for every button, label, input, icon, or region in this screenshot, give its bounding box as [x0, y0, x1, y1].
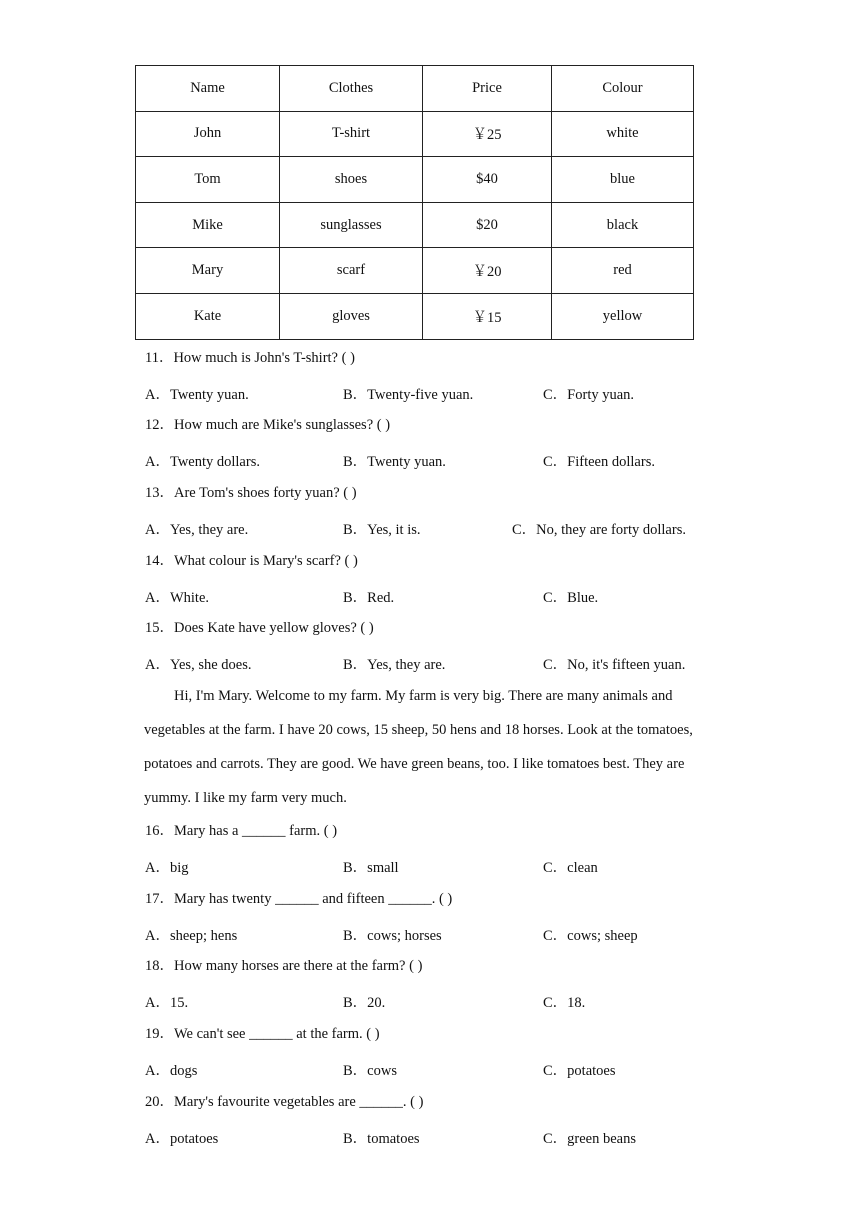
option-11-c[interactable]: C．Forty yuan. — [543, 387, 635, 403]
table-cell: sunglasses — [280, 202, 423, 248]
option-12-b[interactable]: B．Twenty yuan. — [343, 454, 446, 470]
option-20-c[interactable]: C．green beans — [543, 1131, 637, 1147]
option-16-a[interactable]: A．big — [145, 860, 189, 876]
table-header-cell: Price — [423, 66, 552, 112]
option-15-b[interactable]: B．Yes, they are. — [343, 657, 446, 673]
passage-line: vegetables at the farm. I have 20 cows, 15 sheep, 50 hens and 18 horses. Look at the tomatoes, — [144, 722, 693, 738]
question-15: 15．Does Kate have yellow gloves? ( ) — [145, 620, 374, 636]
table-cell: red — [552, 248, 694, 294]
passage-line: yummy. I like my farm very much. — [144, 790, 347, 806]
option-19-a[interactable]: A．dogs — [145, 1063, 198, 1079]
option-20-a[interactable]: A．potatoes — [145, 1131, 219, 1147]
option-15-c[interactable]: C．No, it's fifteen yuan. — [543, 657, 686, 673]
table-cell: ￥15 — [423, 293, 552, 339]
clothes-price-table — [135, 65, 694, 340]
option-14-b[interactable]: B．Red. — [343, 590, 395, 606]
table-cell: John — [136, 111, 280, 157]
table-header-cell: Clothes — [280, 66, 423, 112]
table-cell: Mary — [136, 248, 280, 294]
option-14-c[interactable]: C．Blue. — [543, 590, 599, 606]
table-row — [136, 111, 694, 157]
option-11-b[interactable]: B．Twenty-five yuan. — [343, 387, 474, 403]
question-20: 20．Mary's favourite vegetables are ______. ( ) — [145, 1094, 424, 1110]
table-cell: gloves — [280, 293, 423, 339]
table-cell: T-shirt — [280, 111, 423, 157]
table-cell: $20 — [423, 202, 552, 248]
option-19-c[interactable]: C．potatoes — [543, 1063, 616, 1079]
option-16-b[interactable]: B．small — [343, 860, 399, 876]
question-14: 14．What colour is Mary's scarf? ( ) — [145, 553, 358, 569]
option-14-a[interactable]: A．White. — [145, 590, 210, 606]
table-header-cell: Name — [136, 66, 280, 112]
table-cell: ￥20 — [423, 248, 552, 294]
table-row — [136, 293, 694, 339]
table-header-cell: Colour — [552, 66, 694, 112]
question-17: 17．Mary has twenty ______ and fifteen ______. ( ) — [145, 891, 453, 907]
option-12-c[interactable]: C．Fifteen dollars. — [543, 454, 655, 470]
table-cell: ￥25 — [423, 111, 552, 157]
option-15-a[interactable]: A．Yes, she does. — [145, 657, 252, 673]
option-18-a[interactable]: A．15. — [145, 995, 189, 1011]
option-11-a[interactable]: A．Twenty yuan. — [145, 387, 249, 403]
question-13: 13．Are Tom's shoes forty yuan? ( ) — [145, 485, 357, 501]
passage-line: Hi, I'm Mary. Welcome to my farm. My farm is very big. There are many animals and — [174, 688, 673, 704]
passage-line: potatoes and carrots. They are good. We have green beans, too. I like tomatoes best. They are — [144, 756, 685, 772]
question-16: 16．Mary has a ______ farm. ( ) — [145, 823, 338, 839]
question-18: 18．How many horses are there at the farm? ( ) — [145, 958, 423, 974]
option-17-b[interactable]: B．cows; horses — [343, 928, 442, 944]
option-13-b[interactable]: B．Yes, it is. — [343, 522, 421, 538]
table-cell: Kate — [136, 293, 280, 339]
table-cell: blue — [552, 157, 694, 203]
option-18-c[interactable]: C．18. — [543, 995, 586, 1011]
table-cell: white — [552, 111, 694, 157]
table-cell: scarf — [280, 248, 423, 294]
question-19: 19．We can't see ______ at the farm. ( ) — [145, 1026, 380, 1042]
option-17-c[interactable]: C．cows; sheep — [543, 928, 638, 944]
option-12-a[interactable]: A．Twenty dollars. — [145, 454, 260, 470]
table-row — [136, 157, 694, 203]
option-17-a[interactable]: A．sheep; hens — [145, 928, 238, 944]
table-cell: black — [552, 202, 694, 248]
question-12: 12．How much are Mike's sunglasses? ( ) — [145, 417, 391, 433]
table-row — [136, 202, 694, 248]
option-18-b[interactable]: B．20. — [343, 995, 386, 1011]
table-row — [136, 248, 694, 294]
option-20-b[interactable]: B．tomatoes — [343, 1131, 420, 1147]
option-16-c[interactable]: C．clean — [543, 860, 598, 876]
table-cell: shoes — [280, 157, 423, 203]
question-11: 11．How much is John's T-shirt? ( ) — [145, 350, 355, 366]
table-cell: Mike — [136, 202, 280, 248]
option-13-a[interactable]: A．Yes, they are. — [145, 522, 249, 538]
table-header-row — [136, 66, 694, 112]
option-19-b[interactable]: B．cows — [343, 1063, 397, 1079]
table-cell: $40 — [423, 157, 552, 203]
table-cell: yellow — [552, 293, 694, 339]
table-cell: Tom — [136, 157, 280, 203]
option-13-c[interactable]: C．No, they are forty dollars. — [512, 522, 686, 538]
